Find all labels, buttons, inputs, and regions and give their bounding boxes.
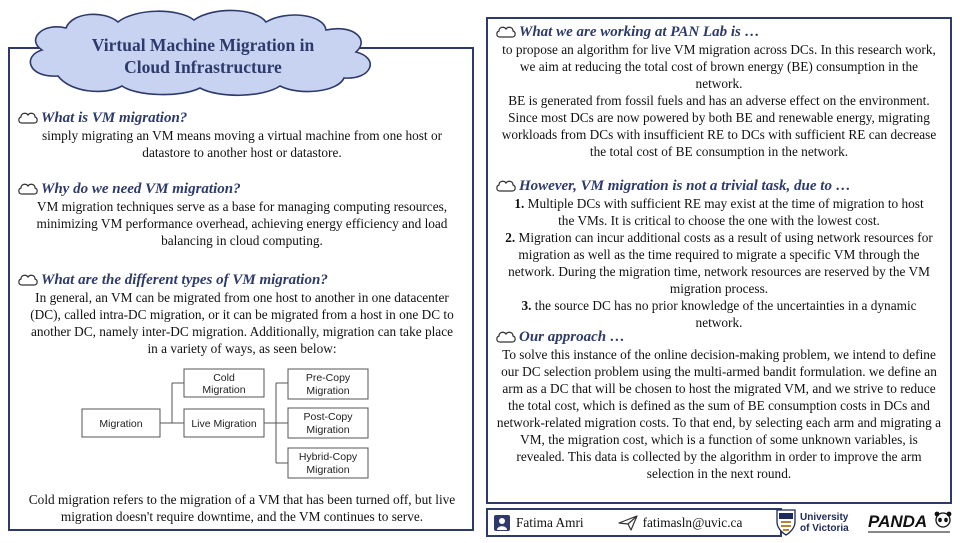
person-icon xyxy=(494,515,510,531)
author-email[interactable]: fatimasln@uvic.ca xyxy=(642,514,743,530)
section-heading: What are the different types of VM migration? xyxy=(41,272,328,288)
section-text: To solve this instance of the online decision-making problem, we intend to define our DC selection problem using the multi-armed bandit formulation. we define an arm as a DC that will be chosen to host the migrated VM, and we strive to reduce the total cost, which is defined as the sum of BE consumption costs in DCs and network-related migration costs. To that end, by selecting each arm and migrating a VM, the migration cost, which is a function of some unknown variables, is revealed. This data is collected by the algorithm in order to improve the arm selection in the next round. xyxy=(496,347,942,481)
footer-panel xyxy=(486,508,782,537)
cloud-icon xyxy=(496,330,516,344)
page-title: Virtual Machine Migration in Cloud Infrastructure xyxy=(91,35,315,77)
pre-label-1: Pre-Copy xyxy=(305,372,351,384)
right-panel xyxy=(486,17,952,504)
cloud-icon xyxy=(496,25,516,39)
cloud-icon xyxy=(18,182,38,196)
challenge-item: 3. the source DC has no prior knowledge of the uncertainties in a dynamic network. xyxy=(521,298,917,330)
title-cloud xyxy=(18,6,398,98)
section-text: In general, an VM can be migrated from one host to another in one datacenter (DC), called intra-DC migration, or it can be migrated from a host in one DC to another DC, namely inter-DC migration. Additionally, migration can take place in a variety of ways, as seen below: xyxy=(30,290,454,356)
panda-logo xyxy=(868,512,951,533)
post-label-1: Post-Copy xyxy=(303,411,353,423)
cold-label-2: Migration xyxy=(202,384,246,396)
section-types xyxy=(18,271,466,357)
send-icon xyxy=(618,515,638,531)
author-name: Fatima Amri xyxy=(516,514,584,530)
pre-label-2: Migration xyxy=(306,385,350,397)
panda-wordmark: PANDA xyxy=(868,512,928,531)
logos xyxy=(773,506,958,538)
migration-label: Migration xyxy=(99,418,143,430)
cloud-icon xyxy=(18,111,38,125)
section-text: VM migration techniques serve as a base for managing computing resources, minimizing VM performance overhead, achieving energy efficiency and load balancing in cloud computing. xyxy=(36,199,448,248)
closing-text: Cold migration refers to the migration of a VM that has been turned off, but live migration doesn't require downtime, and the VM continues to serve. xyxy=(28,492,456,524)
challenge-item: 2. Migration can incur additional costs as a result of using network resources for migration as well as the time required to migrate a specific VM through the network. During the migration time, network resources are reserved by the VM migration process. xyxy=(505,230,933,296)
challenge-item: 1. Multiple DCs with sufficient RE may exist at the time of migration to host the VMs. It is critical to choose the one with the lowest cost. xyxy=(514,196,924,228)
section-text: BE is generated from fossil fuels and has an adverse effect on the environment. Since most DCs are now powered by both BE and renewable energy, migrating workloads from DCs with insufficient RE to DCs with sufficient RE can decrease the total cost of BE consumption in the network. xyxy=(501,93,937,159)
section-challenges xyxy=(496,177,942,331)
hybrid-label-2: Migration xyxy=(306,464,350,476)
section-text: to propose an algorithm for live VM migration across DCs. In this research work, we aim at reducing the total cost of brown energy (BE) consumption in the network. xyxy=(502,42,936,91)
section-heading: What is VM migration? xyxy=(41,110,188,126)
section-heading: However, VM migration is not a trivial task, due to … xyxy=(519,178,851,194)
email[interactable] xyxy=(618,515,743,531)
cloud-icon xyxy=(496,179,516,193)
section-text: simply migrating an VM means moving a virtual machine from one host or datastore to another host or datastore. xyxy=(41,128,443,160)
cloud-icon xyxy=(18,273,38,287)
section-why xyxy=(18,180,466,249)
uvic-line1: University xyxy=(800,512,849,523)
hybrid-label-1: Hybrid-Copy xyxy=(298,451,358,463)
logo-strip xyxy=(773,506,958,538)
live-label: Live Migration xyxy=(191,418,257,430)
migration-diagram xyxy=(80,367,380,479)
uvic-line2: of Victoria xyxy=(800,523,849,534)
post-label-2: Migration xyxy=(306,424,350,436)
section-what-is xyxy=(18,109,466,161)
section-approach xyxy=(496,328,942,482)
section-heading: What we are working at PAN Lab is … xyxy=(519,24,760,40)
uvic-logo xyxy=(777,510,849,535)
author xyxy=(494,515,584,531)
cold-label-1: Cold xyxy=(213,372,235,384)
section-heading: Our approach … xyxy=(519,329,625,345)
section-heading: Why do we need VM migration? xyxy=(41,181,241,197)
section-pan-lab xyxy=(496,23,942,160)
